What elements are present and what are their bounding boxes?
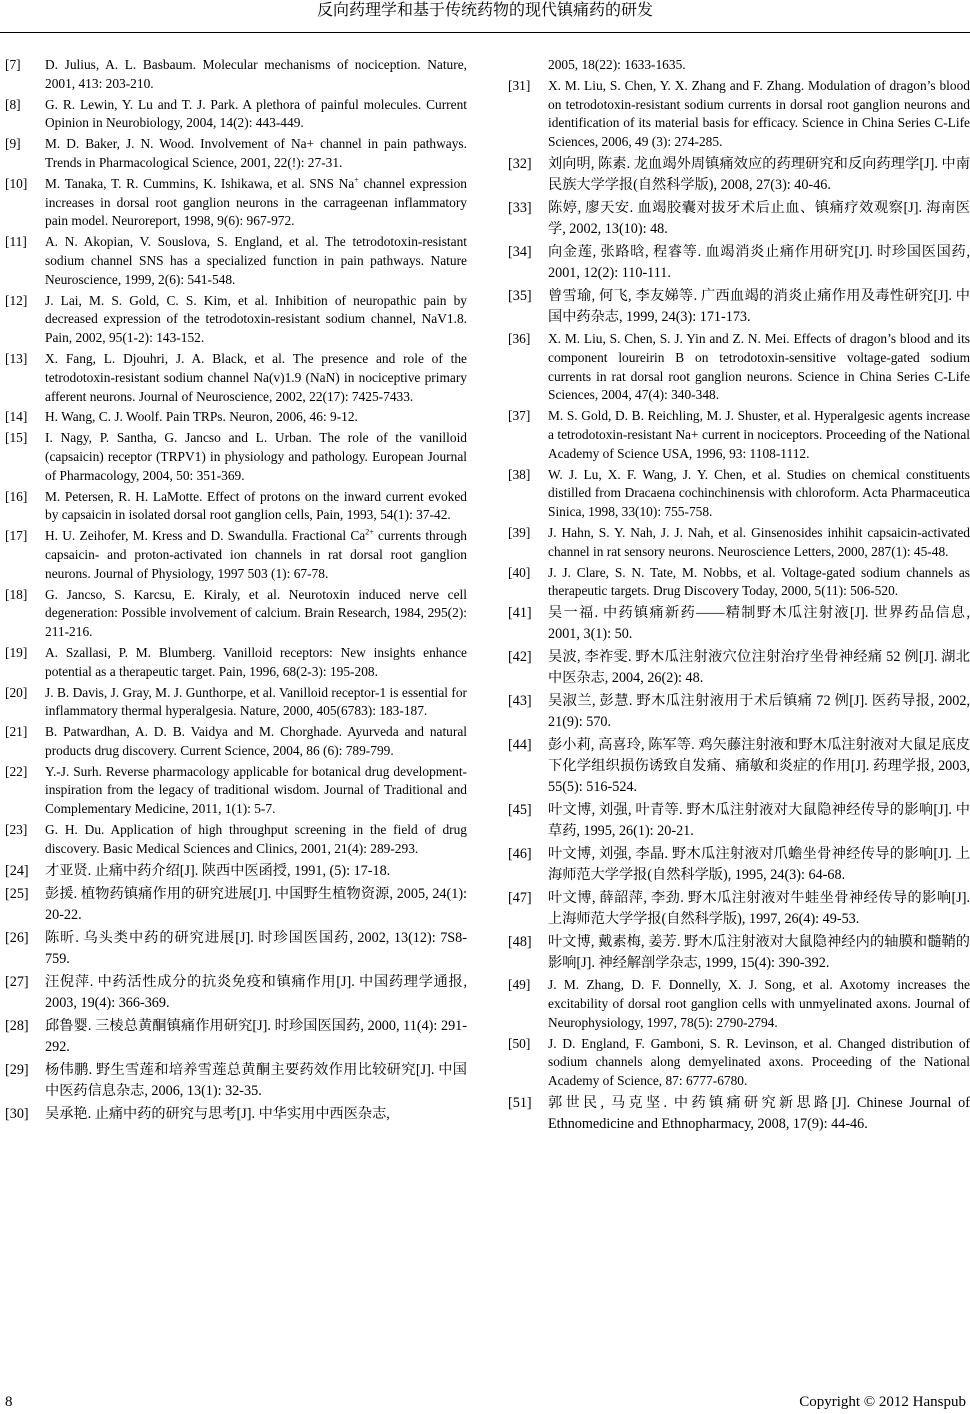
reference-number: [39] [508,524,531,540]
reference-text: 叶文博, 戴素梅, 姜芳. 野木瓜注射液对大鼠隐神经内的轴膜和髓鞘的影响[J]. 神经解剖学杂志, 1999, 15(4): 390-392. [548,934,970,972]
reference-text-part: H. U. Zeihofer, M. Kress and D. Swandulla. Fractional Ca [45,528,366,544]
reference-number: [47] [508,890,532,907]
reference-number: [32] [508,155,532,172]
reference-text: G. Jancso, S. Karcsu, E. Kiraly, et al. Neurotoxin induced nerve cell degeneration: Possible involvement of calcium. Brain Research, 1984, 295(2): 211-216. [45,586,467,640]
reference-number: [10] [5,175,28,191]
reference-text-part: currents through capsaicin- and proton-activated ion channels in rat dorsal root ganglion neurons. Journal of Physiology, 1997 503 (1): 67-78. [45,528,467,581]
reference-number: [34] [508,243,532,260]
reference-entry [5,408,467,427]
reference-entry [508,564,970,602]
reference-text: 刘向明, 陈素. 龙血竭外周镇痛效应的药理研究和反向药理学[J]. 中南民族大学学报(自然科学版), 2008, 27(3): 40-46. [548,155,970,193]
reference-number: [25] [5,885,29,902]
reference-text: I. Nagy, P. Santha, G. Jancso and L. Urban. The role of the vanilloid (capsaicin) receptor (TRPV1) in physiology and pathology. European Journal of Pharmacology, 2004, 50: 351-369. [45,430,467,483]
reference-text: 叶文博, 刘强, 李晶. 野木瓜注射液对爪蟾坐骨神经传导的影响[J]. 上海师范大学学报(自然科学版), 1995, 24(3): 64-68. [548,846,970,884]
reference-entry [508,844,970,886]
reference-entry [508,800,970,842]
reference-text: 杨伟鹏. 野生雪莲和培养雪莲总黄酮主要药效作用比较研究[J]. 中国中医药信息杂志, 2006, 13(1): 32-35. [45,1061,467,1099]
reference-number: [43] [508,693,532,710]
reference-number: [18] [5,586,28,602]
reference-text: G. H. Du. Application of high throughput screening in the field of drug discovery. Basic Medical Sciences and Clinics, 2001, 21(4): 289-293. [45,822,467,856]
reference-entry [5,1104,467,1125]
reference-entry [5,527,467,583]
reference-number: [33] [508,199,532,216]
reference-text: M. S. Gold, D. B. Reichling, M. J. Shuster, et al. Hyperalgesic agents increase a tetrodotoxin-resistant Na+ current in nociceptors. Proceeding of the National Academy of Science USA, 1996, 93: 1108-1112. [548,408,970,461]
reference-entry [5,488,467,526]
reference-number: [8] [5,96,21,112]
reference-number: [14] [5,409,28,425]
reference-number: [44] [508,737,532,754]
reference-text: J. D. England, F. Gamboni, S. R. Levinson, et al. Changed distribution of sodium channels along demyelinated axons. Proceeding of the National Academy of Science, 87: 6777-6780. [548,1035,970,1089]
reference-entry [5,884,467,926]
reference-text: 2005, 18(22): 1633-1635. [548,57,686,72]
reference-text: 郭世民, 马克坚. 中药镇痛研究新思路[J]. Chinese Journal of Ethnomedicine and Ethnopharmacy, 2008, 17(9): 44-46. [548,1094,970,1132]
reference-number: [15] [5,430,28,446]
reference-entry [508,647,970,689]
reference-text: D. Julius, A. L. Basbaum. Molecular mechanisms of nociception. Nature, 2001, 413: 203-210. [45,57,467,91]
reference-text: 汪倪萍. 中药活性成分的抗炎免疫和镇痛作用[J]. 中国药理学通报, 2003, 19(4): 366-369. [45,973,467,1011]
reference-entry [5,1060,467,1102]
header-rule [0,32,970,33]
reference-number: [30] [5,1105,29,1122]
superscript: 2+ [365,527,374,537]
reference-number: [23] [5,822,28,838]
copyright-notice: Copyright © 2012 Hanspub [799,1394,966,1410]
reference-number: [26] [5,929,29,946]
reference-entry [508,976,970,1032]
reference-entry [5,135,467,173]
reference-number: [48] [508,934,532,951]
reference-number: [29] [5,1061,29,1078]
reference-text [45,175,467,231]
reference-text: 彭小莉, 高喜玲, 陈军等. 鸡矢藤注射液和野木瓜注射液对大鼠足底皮下化学组织损伤诱致自发痛、痛敏和炎症的作用[J]. 药理学报, 2003, 55(5): 516-524. [548,737,970,796]
reference-text: Y.-J. Surh. Reverse pharmacology applicable for botanical drug development-inspiration from the legacy of traditional wisdom. Journal of Traditional and Complementary Medicine, 2011, 1(1): 5-7. [45,763,467,817]
reference-text: 陈婷, 廖天安. 血竭胶囊对拔牙术后止血、镇痛疗效观察[J]. 海南医学, 2002, 13(10): 48. [548,199,970,237]
reference-number: [19] [5,644,28,660]
reference-text: 叶文博, 薛韶萍, 李劲. 野木瓜注射液对牛蛙坐骨神经传导的影响[J]. 上海师范大学学报(自然科学版), 1997, 26(4): 49-53. [548,890,970,928]
reference-text: 向金莲, 张路晗, 程睿等. 血竭消炎止痛作用研究[J]. 时珍国医国药, 2001, 12(2): 110-111. [548,243,970,281]
reference-entry [5,861,467,882]
page-number: 8 [5,1394,13,1410]
reference-number: [9] [5,136,21,152]
reference-entry [508,603,970,645]
reference-entry [5,723,467,761]
reference-entry [508,466,970,522]
reference-number: [12] [5,292,28,308]
reference-entry [5,586,467,642]
reference-entry [508,1035,970,1091]
reference-text: A. Szallasi, P. M. Blumberg. Vanilloid receptors: New insights enhance potential as a therapeutic target. Pain, 1996, 68(2-3): 195-208. [45,644,467,679]
reference-entry [508,932,970,974]
reference-entry [508,198,970,240]
reference-column-left [5,56,467,1127]
superscript: + [354,175,359,185]
reference-number: [50] [508,1035,531,1051]
reference-number: [31] [508,77,531,93]
reference-number: [17] [5,528,28,544]
reference-entry [5,175,467,231]
reference-text: 吴波, 李祚雯. 野木瓜注射液穴位注射治疗坐骨神经痛 52 例[J]. 湖北中医杂志, 2004, 26(2): 48. [548,649,970,687]
reference-text: 曾雪瑜, 何飞, 李友娣等. 广西血竭的消炎止痛作用及毒性研究[J]. 中国中药杂志, 1999, 24(3): 171-173. [548,287,970,325]
reference-text: B. Patwardhan, A. D. B. Vaidya and M. Chorghade. Ayurveda and natural products drug discovery. Current Science, 2004, 86 (6): 789-799. [45,724,467,758]
reference-entry [508,407,970,463]
reference-number: [7] [5,57,21,72]
reference-number: [37] [508,408,531,424]
reference-entry [5,233,467,289]
reference-entry [508,735,970,798]
reference-entry [508,524,970,562]
reference-entry [5,429,467,485]
reference-text: 陈昕. 乌头类中药的研究进展[J]. 时珍国医国药, 2002, 13(12): 7S8-759. [45,929,467,967]
reference-text: 吴淑兰, 彭慧. 野木瓜注射液用于术后镇痛 72 例[J]. 医药导报, 2002, 21(9): 570. [548,693,970,731]
reference-text: M. Petersen, R. H. LaMotte. Effect of protons on the inward current evoked by capsaicin in isolated dorsal root ganglion cells, Pain, 1993, 54(1): 37-42. [45,488,467,523]
reference-number [508,56,548,75]
reference-text: J. Lai, M. S. Gold, C. S. Kim, et al. Inhibition of neuropathic pain by decreased expression of the tetrodotoxin-resistant sodium channel, NaV1.8. Pain, 2002, 95(1-2): 143-152. [45,292,467,346]
reference-text: 吴承艳. 止痛中药的研究与思考[J]. 中华实用中西医杂志, [45,1105,390,1122]
reference-entry [508,77,970,152]
reference-number: [11] [5,234,27,250]
reference-entry [5,821,467,859]
reference-text-part: channel expression increases in dorsal root ganglion neurons in the carrageenan inflammatory pain model. Neuroreport, 1998, 9(6): 967-972. [45,175,467,229]
reference-gap [5,1125,467,1127]
reference-number: [42] [508,649,532,666]
reference-column-right [508,56,970,1137]
reference-entry [508,330,970,405]
reference-text: M. D. Baker, J. N. Wood. Involvement of Na+ channel in pain pathways. Trends in Pharmacological Science, 2001, 22(!): 27-31. [45,136,467,170]
reference-number: [16] [5,488,28,504]
reference-entry [508,242,970,284]
reference-text: 才亚贤. 止痛中药介绍[J]. 陕西中医函授, 1991, (5): 17-18. [45,862,391,879]
reference-number: [22] [5,763,28,779]
reference-entry [5,972,467,1014]
reference-entry [5,928,467,970]
reference-text: H. Wang, C. J. Woolf. Pain TRPs. Neuron, 2006, 46: 9-12. [45,409,358,425]
reference-number: [13] [5,350,28,366]
reference-number: [28] [5,1017,29,1034]
reference-number: [24] [5,862,29,879]
reference-text: X. Fang, L. Djouhri, J. A. Black, et al. The presence and role of the tetrodotoxin-resistant sodium channel Na(v)1.9 (NaN) in nociceptive primary afferent neurons. Journal of Neuroscience, 2002, 22(17): 7425-7433. [45,350,467,404]
running-header: 反向药理学和基于传统药物的现代镇痛药的研发 [316,2,653,19]
reference-text: J. Hahn, S. Y. Nah, J. J. Nah, et al. Ginsenosides inhihit capsaicin-activated channel in rat sensory neurons. Neuroscience Letters, 2000, 287(1): 45-48. [548,524,970,559]
reference-text: X. M. Liu, S. Chen, S. J. Yin and Z. N. Mei. Effects of dragon’s blood and its component loureirin B on tetrodotoxin-sensitive voltage-gated sodium currents in rat dorsal root ganglion neurons. Science in China Series C-Life Sciences, 2004, 47(4): 340-348. [548,330,970,403]
reference-entry [508,154,970,196]
reference-entry [5,96,467,134]
reference-entry [5,763,467,819]
reference-text-part: M. Tanaka, T. R. Cummins, K. Ishikawa, et al. SNS Na [45,175,355,191]
reference-entry [508,286,970,328]
reference-entry [5,56,467,94]
reference-text: 叶文博, 刘强, 叶青等. 野木瓜注射液对大鼠隐神经传导的影响[J]. 中草药, 1995, 26(1): 20-21. [548,802,970,840]
reference-number: [35] [508,287,532,304]
reference-number: [20] [5,684,28,700]
reference-number: [45] [508,802,532,819]
reference-text: 吴一福. 中药镇痛新药——精制野木瓜注射液[J]. 世界药品信息, 2001, 3(1): 50. [548,605,970,643]
reference-gap [508,1135,970,1137]
reference-entry [508,888,970,930]
reference-text: X. M. Liu, S. Chen, Y. X. Zhang and F. Zhang. Modulation of dragon’s blood on tetrodotoxin-resistant sodium currents in dorsal root ganglion neurons and identification of its material basis for efficacy. Science in China Series C-Life Sciences, 2006, 49 (3): 274-285. [548,77,970,150]
reference-number: [38] [508,466,531,482]
reference-entry [5,1016,467,1058]
reference-text: J. B. Davis, J. Gray, M. J. Gunthorpe, et al. Vanilloid receptor-1 is essential for inflammatory thermal hyperalgesia. Nature, 2000, 405(6783): 183-187. [45,684,467,719]
reference-number: [49] [508,977,531,993]
reference-number: [21] [5,724,28,740]
reference-entry [508,1093,970,1135]
reference-text: J. M. Zhang, D. F. Donnelly, X. J. Song, et al. Axotomy increases the excitability of dorsal root ganglion cells with unmyelinated axons. Journal of Neurophysiology, 1997, 78(5): 2790-2794. [548,977,970,1030]
reference-text: 彭援. 植物药镇痛作用的研究进展[J]. 中国野生植物资源, 2005, 24(1): 20-22. [45,885,467,923]
reference-text [45,527,467,583]
reference-text: J. J. Clare, S. N. Tate, M. Nobbs, et al. Voltage-gated sodium channels as therapeutic targets. Drug Discovery Today, 2000, 5(11): 506-520. [548,564,970,599]
reference-number: [51] [508,1094,532,1111]
reference-number: [27] [5,973,29,990]
reference-text: G. R. Lewin, Y. Lu and T. J. Park. A plethora of painful molecules. Current Opinion in Neurobiology, 2004, 14(2): 443-449. [45,96,467,131]
reference-entry [5,292,467,348]
reference-text: W. J. Lu, X. F. Wang, J. Y. Chen, et al. Studies on chemical constituents distilled from Dracaena cochinchinensis with chloroform. Acta Pharmaceutica Sinica, 1998, 33(10): 755-758. [548,466,970,520]
reference-text: A. N. Akopian, V. Souslova, S. England, et al. The tetrodotoxin-resistant sodium channel SNS has a specialized function in pain pathways. Nature Neuroscience, 1999, 2(6): 541-548. [45,234,467,287]
reference-number: [46] [508,846,532,863]
reference-entry [5,684,467,722]
reference-entry [508,56,970,75]
reference-entry [508,691,970,733]
reference-number: [36] [508,330,531,346]
reference-number: [40] [508,564,531,580]
reference-entry [5,350,467,406]
reference-entry [5,644,467,682]
reference-number: [41] [508,605,532,622]
reference-text: 邱鲁婴. 三棱总黄酮镇痛作用研究[J]. 时珍国医国药, 2000, 11(4): 291-292. [45,1017,467,1055]
